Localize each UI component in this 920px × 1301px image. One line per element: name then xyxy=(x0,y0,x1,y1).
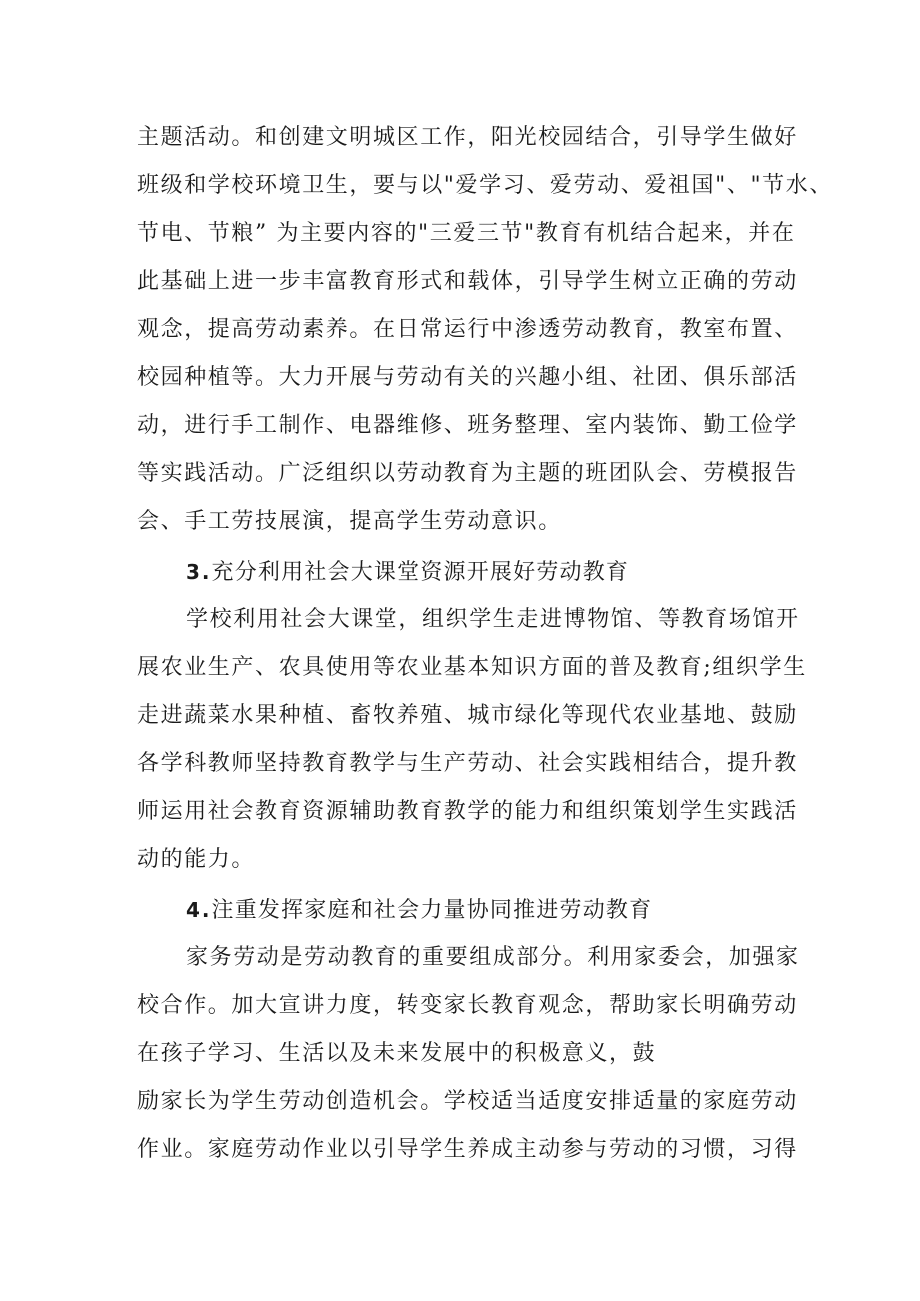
section-3-title: 充分利用社会大课堂资源开展好劳动教育 xyxy=(211,560,630,585)
paragraph-1-line-5: 观念，提高劳动素养。在日常运行中渗透劳动教育，教室布置、 xyxy=(137,317,798,342)
section-3-line-2: 展农业生产、农具使用等农业基本知识方面的普及教育;组织学生 xyxy=(137,655,807,680)
paragraph-1-line-7: 动，进行手工制作、电器维修、班务整理、室内装饰、勤工俭学 xyxy=(137,413,798,438)
paragraph-1-line-2: 班级和学校环境卫生，要与以"爱学习、爱劳动、爱祖国"、"节水、 xyxy=(137,173,833,198)
paragraph-1-line-3: 节电、节粮” 为主要内容的"三爱三节"教育有机结合起来，并在 xyxy=(137,221,796,246)
section-4-number: 4. xyxy=(186,898,212,922)
paragraph-1-line-4: 此基础上进一步丰富教育形式和载体，引导学生树立正确的劳动 xyxy=(137,269,798,294)
section-3-line-1: 学校利用社会大课堂，组织学生走进博物馆、等教育场馆开 xyxy=(186,607,800,632)
paragraph-1-line-1: 主题活动。和创建文明城区工作，阳光校园结合，引导学生做好 xyxy=(137,125,798,150)
section-3-number: 3. xyxy=(186,560,212,584)
paragraph-1-line-6: 校园种植等。大力开展与劳动有关的兴趣小组、社团、俱乐部活 xyxy=(137,365,798,390)
paragraph-1-line-9: 会、手工劳技展演，提高学生劳动意识。 xyxy=(137,509,562,534)
section-4-title: 注重发挥家庭和社会力量协同推进劳动教育 xyxy=(211,898,653,923)
section-4-line-1: 家务劳动是劳动教育的重要组成部分。利用家委会，加强家 xyxy=(186,945,800,970)
section-3-heading xyxy=(186,558,629,587)
paragraph-1-line-8: 等实践活动。广泛组织以劳动教育为主题的班团队会、劳模报告 xyxy=(137,461,798,486)
section-4-line-4: 励家长为学生劳动创造机会。学校适当适度安排适量的家庭劳动 xyxy=(137,1089,798,1114)
section-4-heading xyxy=(186,896,652,925)
section-3-line-5: 师运用社会教育资源辅助教育教学的能力和组织策划学生实践活 xyxy=(137,799,798,824)
section-4-line-3: 在孩子学习、生活以及未来发展中的积极意义，鼓 xyxy=(137,1041,657,1066)
section-3-line-4: 各学科教师坚持教育教学与生产劳动、社会实践相结合，提升教 xyxy=(137,751,798,776)
section-4-line-2: 校合作。加大宣讲力度，转变家长教育观念，帮助家长明确劳动 xyxy=(137,993,798,1018)
section-3-line-6: 动的能力。 xyxy=(137,847,256,872)
section-4-line-5: 作业。家庭劳动作业以引导学生养成主动参与劳动的习惯，习得 xyxy=(137,1137,798,1162)
section-3-line-3: 走进蔬菜水果种植、畜牧养殖、城市绿化等现代农业基地、鼓励 xyxy=(137,703,798,728)
